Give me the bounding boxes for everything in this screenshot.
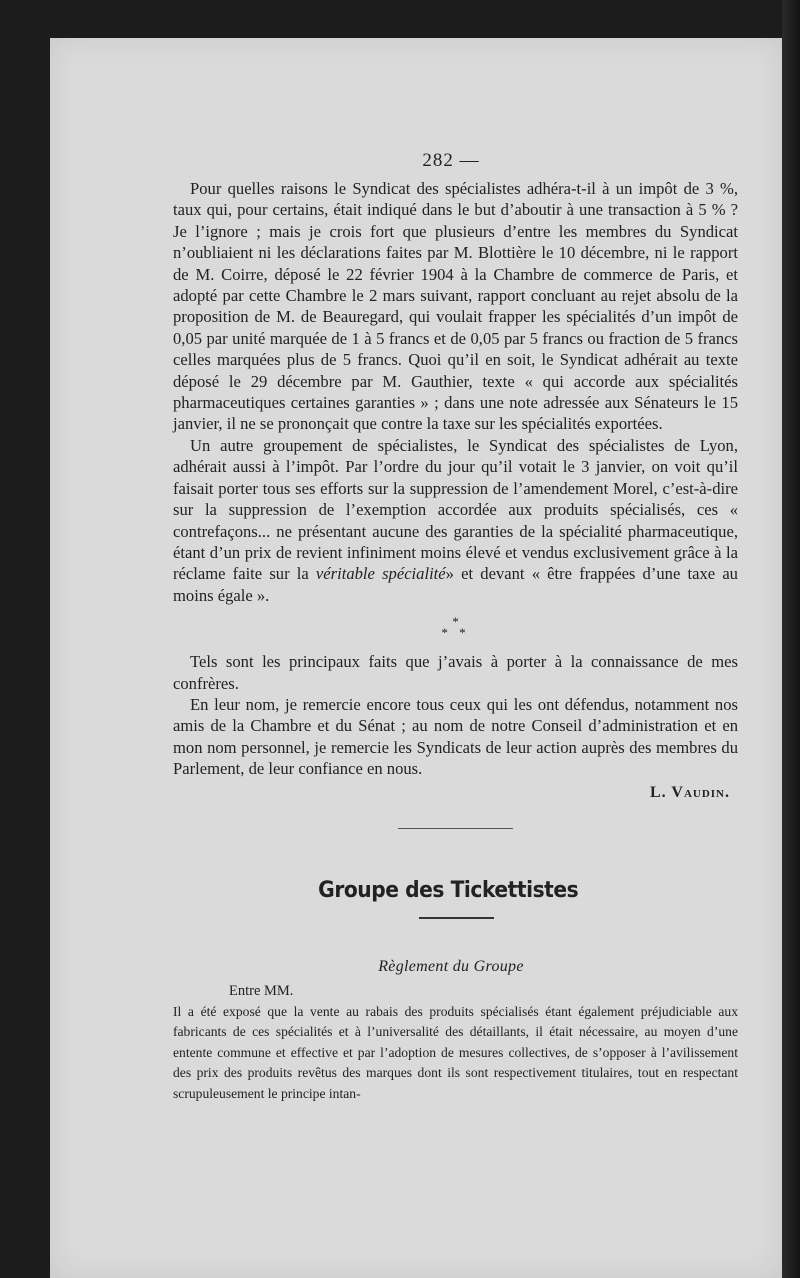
paragraph-text: Un autre groupement de spécialistes, le Syndicat des spécialistes de Lyon, adhérait aussi à l’impôt. Par l’ordre du jour qu’il votait le 3 janvier, on voit qu’il faisait porter tous ses efforts sur la suppression de l’amendement Morel, c’est-à-dire sur la suppression de l’exemption accordée aux produits spécialisés, ces « contrefaçons... ne présentant aucune des garanties de la spécialité pharmaceutique, étant d’un prix de revient infiniment moins élevé et vendus exclusivement grâce à la réclame faite sur la (173, 435, 738, 584)
entre-line: Entre MM. (229, 983, 294, 999)
paragraph: Tels sont les principaux faits que j’avais à porter à la connaissance de mes confrères. (173, 652, 738, 693)
paragraph (173, 435, 738, 606)
paragraph: En leur nom, je remercie encore tous ceux qui les ont défendus, notamment nos amis de la Chambre et du Sénat ; au nom de notre Conseil d’administration et en mon nom personnel, je remercie les Syndicats de leur action auprès des membres du Parlement, de leur confiance en nous. (173, 694, 738, 779)
page-number: 282 — (422, 150, 480, 171)
signature: L. Vaudin. (650, 783, 730, 801)
document-page (50, 38, 782, 1278)
asterism-top: * (452, 614, 459, 630)
section-separator-asterism (173, 614, 738, 641)
italic-phrase: véritable spécialité (315, 564, 446, 584)
paragraph-text: » et devant (445, 564, 525, 584)
scan-edge (782, 0, 800, 1278)
paragraph-text: « être frappées d’une taxe au moins égale ». (173, 564, 738, 605)
regulation-text (173, 981, 738, 1105)
paragraph: Il a été exposé que la vente au rabais des produits spécialisés étant également préjudiciable aux fabricants de ces spécialités et à l’universalité des détaillants, il était nécessaire, au moyen d’une entente commune et effective et par l’adoption de mesures collectives, de s’opposer à l’avilissement des prix des produits revêtus des marques dont ils sont respectivement titulaires, tout en respectant scrupuleusement le principe intan- (173, 1003, 738, 1101)
asterism-bottom: * * (441, 625, 470, 641)
main-text (173, 178, 738, 803)
paragraph: Pour quelles raisons le Syndicat des spécialistes adhéra-t-il à un impôt de 3 %, taux qui, pour certains, était indiqué dans le but d’aboutir à une transaction à 5 % ? Je l’ignore ; mais je crois fort que plusieurs d’entre les membres du Syndicat n’oubliaient ni les déclarations faites par M. Blottière le 10 décembre, ni le rapport de M. Coirre, déposé le 22 février 1904 à la Chambre de commerce de Paris, et adopté par cette Chambre le 2 mars suivant, rapport concluant au rejet absolu de la proposition de M. de Beauregard, qui voulait frapper les spécialités d’un impôt de 0,05 par unité marquée de 1 à 5 francs et de 0,05 par 5 francs ou fraction de 5 francs celles marquées plus de 5 francs. Quoi qu’il en soit, le Syndicat adhérait au texte déposé le 29 décembre par M. Gauthier, texte « qui accorde aux spécialités pharmaceutiques certaines garanties » ; dans une note adressée aux Sénateurs le 15 janvier, il ne se prononçait que contre la taxe sur les spécialités exportées. (173, 179, 738, 434)
section-title: Groupe des Tickettistes (318, 878, 579, 903)
divider-rule (398, 828, 513, 829)
title-underline (419, 917, 494, 919)
section-subtitle: Règlement du Groupe (378, 958, 524, 975)
